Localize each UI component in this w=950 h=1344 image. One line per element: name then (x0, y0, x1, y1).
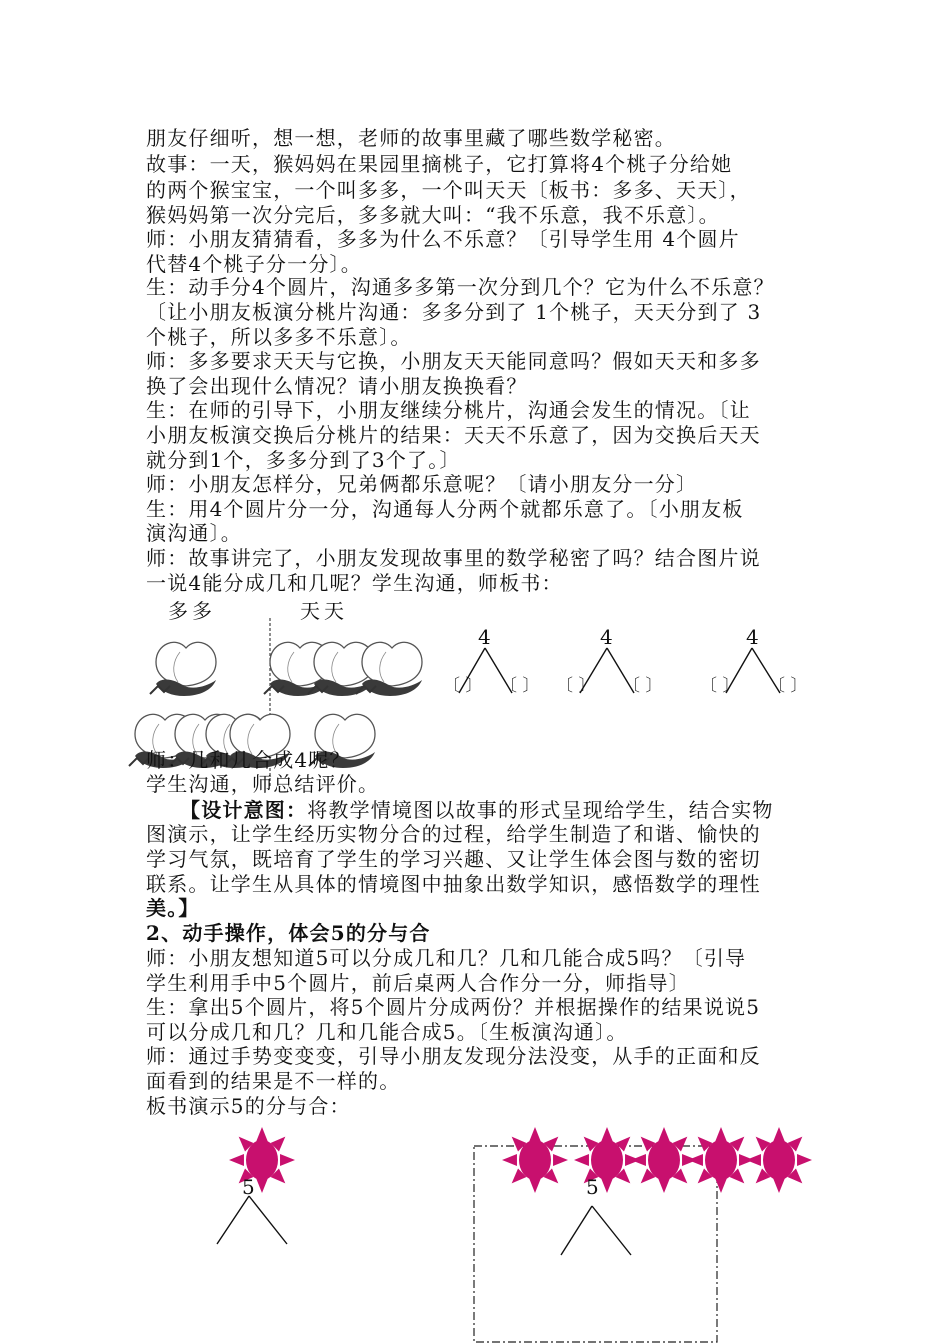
blank-left: 〔 〕 (700, 676, 740, 696)
text-line: 美。】 (146, 896, 200, 920)
text-line: 板书演示5的分与合： (146, 1094, 351, 1118)
text-line: 面看到的结果是不一样的。 (146, 1069, 401, 1093)
sun-icon (746, 1127, 812, 1193)
blank-left: 〔 〕 (443, 676, 483, 696)
text-line: 师：通过手势变变变，引导小朋友发现分法没变，从手的正面和反 (146, 1044, 761, 1068)
text-line: 生：拿出5个圆片，将5个圆片分成两份？并根据操作的结果说说5 (146, 995, 761, 1019)
blank-right: 〔 〕 (500, 676, 540, 696)
text-line: 师：小朋友猜猜看，多多为什么不乐意？〔引导学生用 4个圆片 (146, 227, 740, 251)
text-line: 生：用4个圆片分一分，沟通每人分两个就都乐意了。〔小朋友板 (146, 497, 744, 521)
sun-icon (631, 1127, 697, 1193)
text-line: 师：小朋友想知道5可以分成几和几？几和几能合成5吗？〔引导 (146, 946, 747, 970)
sun-number: 5 (586, 1175, 599, 1199)
text-line: 学习气氛，既培育了学生的学习兴趣、又让学生体会图与数的密切 (146, 847, 761, 871)
text-line: 朋友仔细听，想一想，老师的故事里藏了哪些数学秘密。 (146, 126, 676, 150)
text-line: 生：动手分4个圆片，沟通多多第一次分到几个？它为什么不乐意？ (146, 275, 775, 299)
tree-number: 4 (746, 625, 759, 649)
text-line: 师：几和几合成4呢？ (146, 748, 351, 772)
text-line: 图演示，让学生经历实物分合的过程，给学生制造了和谐、愉快的 (146, 822, 761, 846)
text-line: 的两个猴宝宝，一个叫多多，一个叫天天〔板书：多多、天天〕， (146, 178, 751, 202)
text-line: 师：多多要求天天与它换，小朋友天天能同意吗？假如天天和多多 (146, 349, 761, 373)
text-line: 学生沟通，师总结评价。 (146, 772, 380, 796)
text-line: 可以分成几和几？几和几能合成5。〔生板演沟通〕。 (146, 1020, 628, 1044)
sun-icon (688, 1127, 754, 1193)
text-line: 联系。让学生从具体的情境图中抽象出数学知识，感悟数学的理性 (146, 872, 761, 896)
text-line: 学生利用手中5个圆片，前后桌两人合作分一分，师指导〕 (146, 971, 690, 995)
sun-number: 5 (242, 1175, 255, 1199)
design-intent-text: 将教学情境图以故事的形式呈现给学生，结合实物 (307, 798, 774, 822)
name-tiantian: 天天 (300, 599, 348, 623)
design-intent-first (180, 797, 774, 823)
name-duoduo: 多多 (168, 599, 216, 623)
text-line: 个桃子，所以多多不乐意〕。 (146, 325, 412, 349)
blank-left: 〔 〕 (556, 676, 596, 696)
sun-icon (502, 1127, 568, 1193)
text-line: 一说4能分成几和几呢？学生沟通，师板书： (146, 571, 563, 595)
text-line: 小朋友板演交换后分桃片的结果：天天不乐意了，因为交换后天天 (146, 423, 761, 447)
text-line: 师：小朋友怎样分，兄弟俩都乐意呢？〔请小朋友分一分〕 (146, 472, 698, 496)
peach-icon (150, 642, 216, 696)
tree-number: 4 (600, 625, 613, 649)
tree-number: 4 (478, 625, 491, 649)
design-intent-head: 【设计意图： (180, 798, 308, 822)
text-line: 就分到1个，多多分到了3个了。〕 (146, 448, 461, 472)
text-line: 代替4个桃子分一分〕。 (146, 252, 362, 276)
blank-right: 〔 〕 (623, 676, 663, 696)
text-line: 师：故事讲完了，小朋友发现故事里的数学秘密了吗？结合图片说 (146, 546, 761, 570)
text-line: 故事：一天，猴妈妈在果园里摘桃子，它打算将4个桃子分给她 (146, 152, 733, 176)
text-line: 换了会出现什么情况？请小朋友换换看？ (146, 374, 528, 398)
section-heading: 2、动手操作，体会5的分与合 (146, 921, 431, 945)
sun-icon (229, 1127, 295, 1193)
text-line: 生：在师的引导下，小朋友继续分桃片，沟通会发生的情况。〔让 (146, 398, 751, 422)
text-line: 猴妈妈第一次分完后，多多就大叫：“我不乐意，我不乐意〕。 (146, 203, 720, 227)
peach-icon (356, 642, 422, 696)
blank-right: 〔 〕 (768, 676, 808, 696)
text-line: 演沟通〕。 (146, 521, 242, 545)
sun-icon (574, 1127, 640, 1193)
text-line: 〔让小朋友板演分桃片沟通：多多分到了 1个桃子，天天分到了 3 (146, 300, 762, 324)
